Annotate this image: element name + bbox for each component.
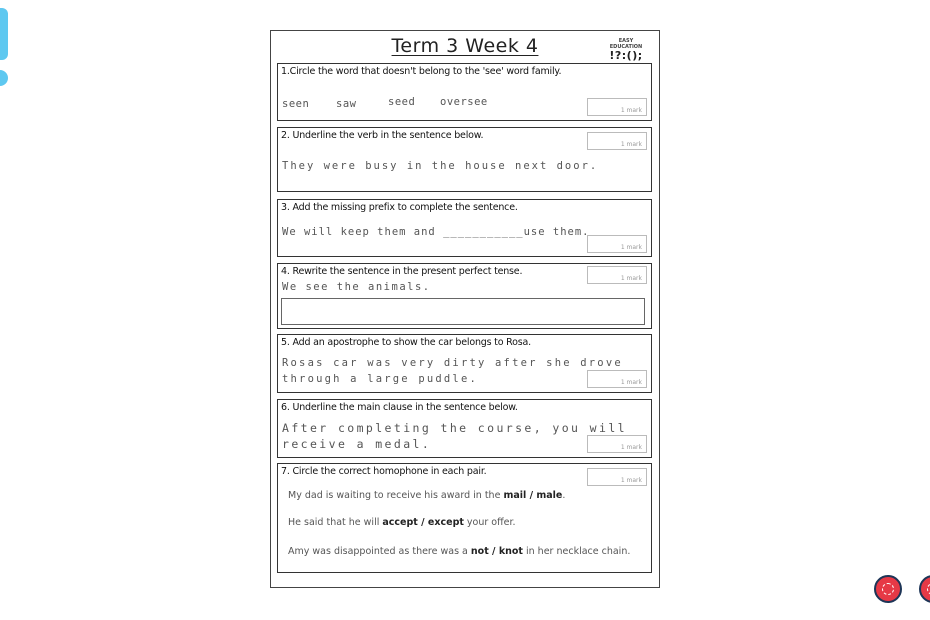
- word-option[interactable]: seed: [388, 96, 416, 108]
- question-1: [277, 63, 652, 121]
- question-6: [277, 399, 652, 458]
- question-3-prompt: 3. Add the missing prefix to complete the sentence.: [281, 202, 518, 213]
- mark-box: 1 mark: [587, 468, 647, 486]
- question-7-prompt: 7. Circle the correct homophone in each pair.: [281, 466, 487, 477]
- question-6-line1[interactable]: After completing the course, you will: [282, 421, 627, 435]
- question-1-prompt: 1.Circle the word that doesn't belong to the 'see' word family.: [281, 66, 562, 77]
- question-2: [277, 127, 652, 192]
- question-2-prompt: 2. Underline the verb in the sentence below.: [281, 130, 484, 141]
- mark-box: 1 mark: [587, 98, 647, 116]
- mark-box: 1 mark: [587, 132, 647, 150]
- mark-box: 1 mark: [587, 435, 647, 453]
- homophone-sentence: He said that he will accept / except your offer.: [288, 517, 516, 528]
- answer-input-box[interactable]: [281, 298, 645, 325]
- homophone-choice[interactable]: mail / male: [503, 490, 563, 501]
- question-4: [277, 263, 652, 329]
- homophone-sentence: My dad is waiting to receive his award in the mail / male.: [288, 490, 566, 501]
- worksheet-title: Term 3 Week 4: [391, 35, 539, 57]
- worksheet-page: [270, 30, 660, 588]
- mark-box: 1 mark: [587, 235, 647, 253]
- question-6-prompt: 6. Underline the main clause in the sentence below.: [281, 402, 518, 413]
- exclamation-decoration-icon: [0, 8, 12, 88]
- homophone-choice[interactable]: not / knot: [470, 546, 523, 557]
- presenter-control-button[interactable]: [919, 575, 930, 603]
- question-5-line2[interactable]: through a large puddle.: [282, 373, 478, 385]
- word-option[interactable]: seen: [282, 98, 310, 110]
- homophone-choice[interactable]: accept / except: [382, 517, 464, 528]
- question-3-sentence[interactable]: We will keep them and ___________use them.: [282, 226, 590, 238]
- question-5-prompt: 5. Add an apostrophe to show the car belongs to Rosa.: [281, 337, 531, 348]
- question-5: [277, 334, 652, 393]
- presenter-control-button[interactable]: [874, 575, 902, 603]
- word-option[interactable]: saw: [336, 98, 357, 110]
- word-option[interactable]: oversee: [440, 96, 488, 108]
- question-6-line2[interactable]: receive a medal.: [282, 437, 432, 451]
- question-3: [277, 199, 652, 257]
- question-7: [277, 463, 652, 573]
- mark-box: 1 mark: [587, 370, 647, 388]
- easy-education-logo: EASY EDUCATION !?:();: [609, 38, 643, 62]
- homophone-sentence: Amy was disappointed as there was a not / knot in her necklace chain.: [288, 546, 631, 557]
- question-4-prompt: 4. Rewrite the sentence in the present perfect tense.: [281, 266, 523, 277]
- question-2-sentence[interactable]: They were busy in the house next door.: [282, 160, 599, 172]
- mark-box: 1 mark: [587, 266, 647, 284]
- question-5-line1[interactable]: Rosas car was very dirty after she drove: [282, 357, 623, 369]
- question-4-sentence: We see the animals.: [282, 281, 431, 293]
